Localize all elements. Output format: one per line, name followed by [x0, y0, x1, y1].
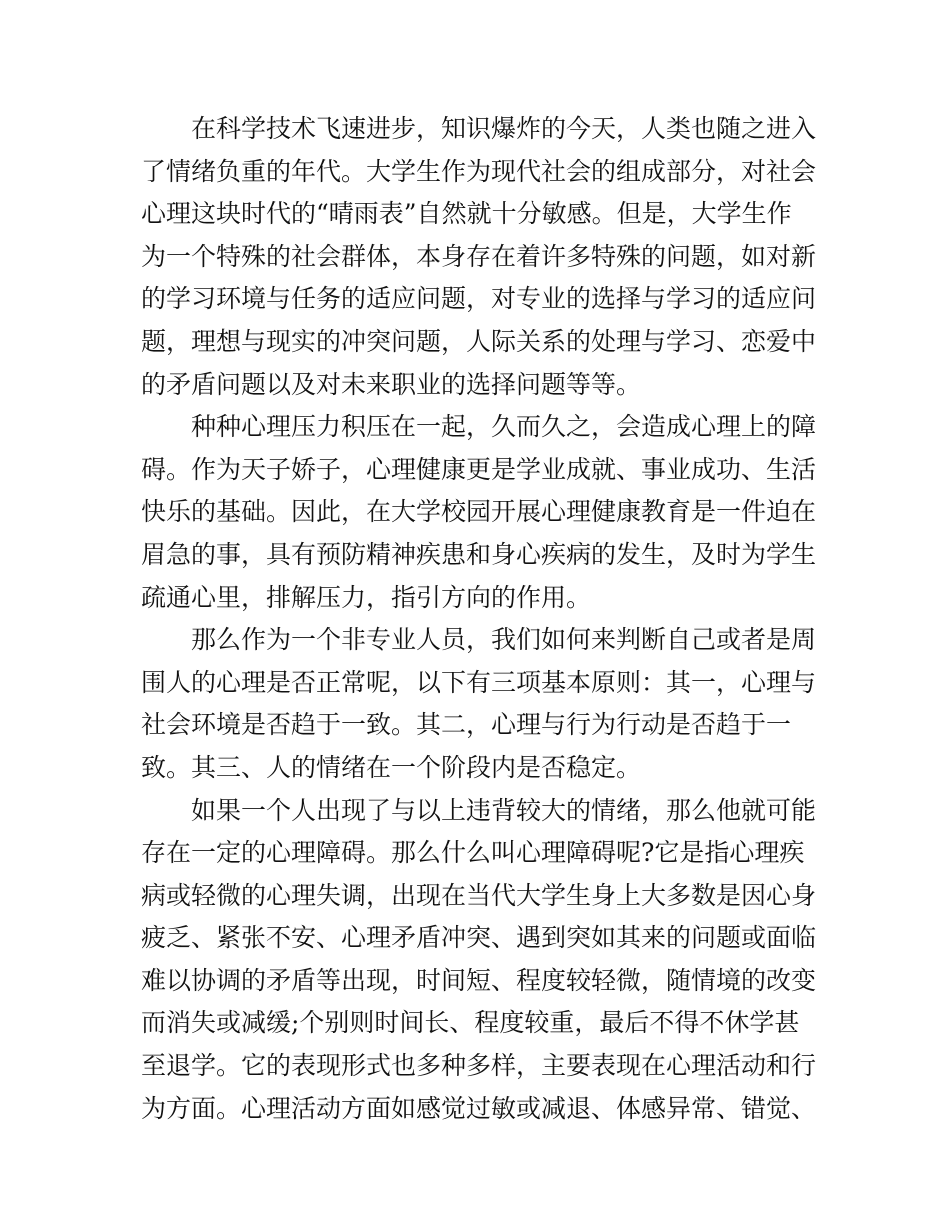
- text-line: 至退学。它的表现形式也多种多样，主要表现在心理活动和行: [141, 1051, 817, 1081]
- body-text: [141, 108, 817, 1130]
- paragraph-2: [141, 406, 817, 619]
- text-line: 为一个特殊的社会群体，本身存在着许多特殊的问题，如对新: [141, 241, 817, 271]
- text-line: 快乐的基础。因此，在大学校园开展心理健康教育是一件迫在: [141, 497, 817, 527]
- text-line: 碍。作为天子娇子，心理健康更是学业成就、事业成功、生活: [141, 454, 817, 484]
- text-line: 为方面。心理活动方面如感觉过敏或减退、体感异常、错觉、: [141, 1093, 817, 1123]
- text-line: 了情绪负重的年代。大学生作为现代社会的组成部分，对社会: [141, 156, 817, 186]
- paragraph-4: [141, 790, 817, 1131]
- text-line: 病或轻微的心理失调，出现在当代大学生身上大多数是因心身: [141, 880, 817, 910]
- text-line: 的学习环境与任务的适应问题，对专业的选择与学习的适应问: [141, 284, 817, 314]
- text-line: 围人的心理是否正常呢，以下有三项基本原则：其一，心理与: [141, 667, 817, 697]
- text-line: 心理这块时代的“晴雨表”自然就十分敏感。但是，大学生作: [141, 199, 792, 229]
- text-line: 疲乏、紧张不安、心理矛盾冲突、遇到突如其来的问题或面临: [141, 923, 817, 953]
- paragraph-3: [141, 619, 817, 789]
- text-line: 眉急的事，具有预防精神疾患和身心疾病的发生，及时为学生: [141, 539, 817, 569]
- text-line: 难以协调的矛盾等出现，时间短、程度较轻微，随情境的改变: [141, 965, 817, 995]
- text-line: 存在一定的心理障碍。那么什么叫心理障碍呢?它是指心理疾: [141, 838, 805, 868]
- text-line: 题，理想与现实的冲突问题，人际关系的处理与学习、恋爱中: [141, 326, 817, 356]
- text-line: 那么作为一个非专业人员，我们如何来判断自己或者是周: [191, 625, 817, 655]
- text-line: 如果一个人出现了与以上违背较大的情绪，那么他就可能: [191, 795, 817, 825]
- paragraph-1: [141, 108, 817, 406]
- text-line: 而消失或减缓;个别则时间长、程度较重，最后不得不休学甚: [141, 1008, 800, 1038]
- text-line: 致。其三、人的情绪在一个阶段内是否稳定。: [141, 752, 642, 782]
- text-line: 的矛盾问题以及对未来职业的选择问题等等。: [141, 369, 642, 399]
- text-line: 在科学技术飞速进步，知识爆炸的今天，人类也随之进入: [191, 114, 817, 143]
- text-line: 疏通心里，排解压力，指引方向的作用。: [141, 582, 592, 612]
- text-line: 社会环境是否趋于一致。其二，心理与行为行动是否趋于一: [141, 710, 792, 740]
- text-line: 种种心理压力积压在一起，久而久之，会造成心理上的障: [191, 412, 817, 442]
